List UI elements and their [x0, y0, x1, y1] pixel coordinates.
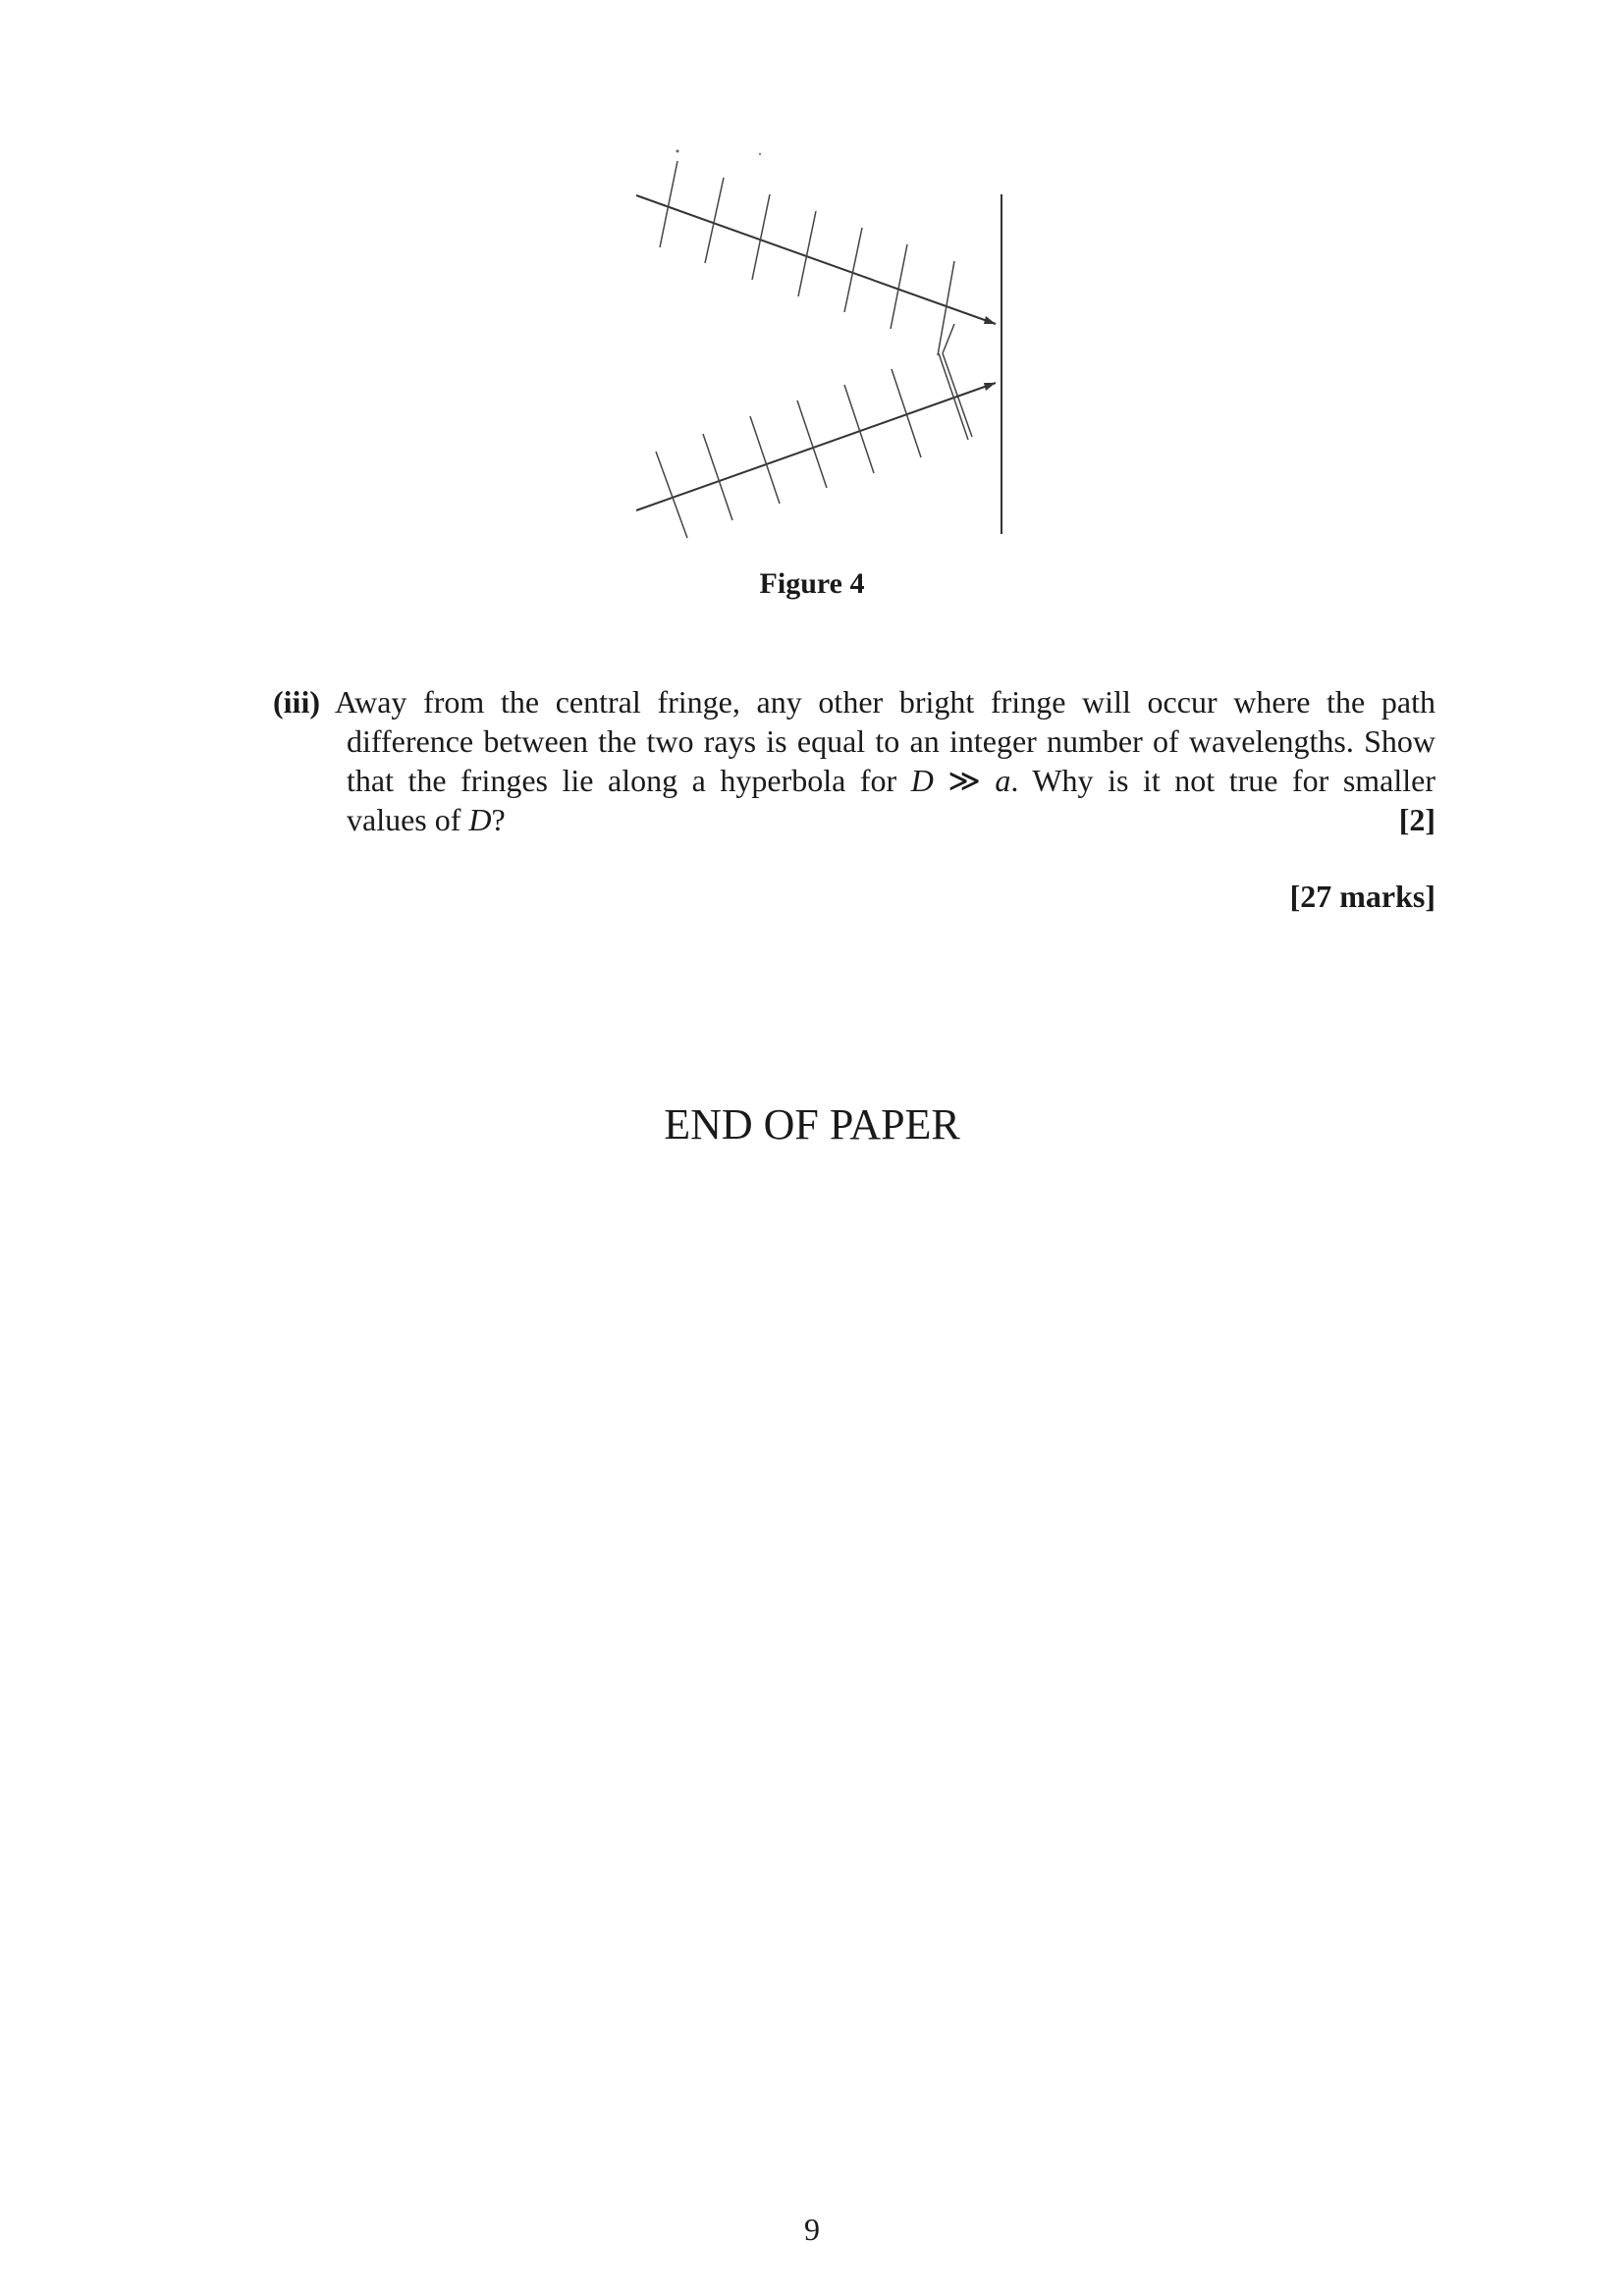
question-text-3: that the fringes lie along a hyperbola for: [347, 763, 897, 798]
math-a: a: [995, 763, 1011, 798]
lower-wavefronts: [656, 353, 968, 538]
page-number: 9: [804, 2212, 820, 2247]
question-text-1: Away from the central fringe, any other bright fringe will occur where the path: [334, 684, 1436, 720]
math-gg: ≫: [947, 763, 981, 798]
lower-ray: [636, 383, 996, 510]
end-of-paper: END OF PAPER: [664, 1100, 960, 1148]
question-line-4: [273, 800, 1435, 839]
upper-wavefronts: [660, 161, 954, 355]
total-marks: [27 marks]: [1289, 879, 1435, 914]
math-d-1: D: [910, 763, 934, 798]
top-dot-2: [759, 153, 761, 155]
kink-lines: [943, 324, 972, 437]
question-number: (iii): [273, 684, 320, 720]
figure-4-diagram: [0, 0, 1624, 589]
question-line-1: [273, 682, 1435, 721]
question-text-4: . Why is it not true for smaller: [1010, 763, 1436, 798]
question-line-3: [273, 761, 1435, 800]
question-text-6: ?: [491, 802, 506, 837]
math-d-2: D: [468, 802, 492, 837]
question-iii: [273, 682, 1435, 839]
question-text-5: values of: [347, 802, 461, 837]
top-dot-1: [677, 150, 679, 153]
figure-caption: Figure 4: [759, 567, 865, 600]
question-marks: [2]: [1398, 802, 1435, 837]
question-text-2: difference between the two rays is equal to an integer number of wavelengths. Show: [347, 723, 1435, 759]
question-line-2: [273, 721, 1435, 761]
